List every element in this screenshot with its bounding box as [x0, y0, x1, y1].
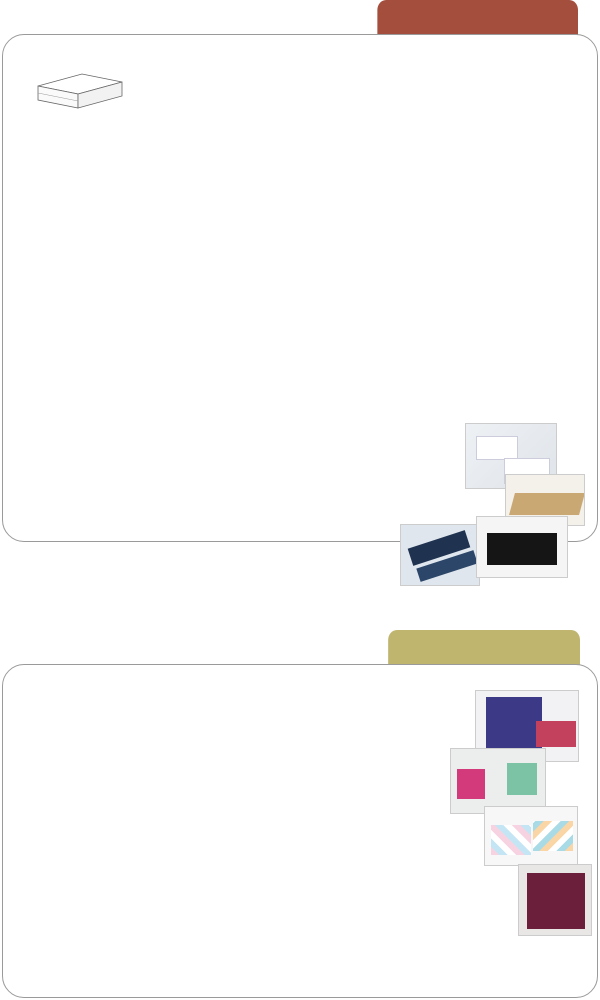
product-photo-maala-box: [518, 864, 592, 936]
product-photo-blue-boxes: [400, 524, 480, 586]
product-photo-cube-boxes: [450, 748, 546, 814]
section-title-estuches: [388, 630, 580, 666]
product-photo-black-box: [476, 516, 568, 578]
product-photo-patterned-boxes: [484, 806, 578, 866]
